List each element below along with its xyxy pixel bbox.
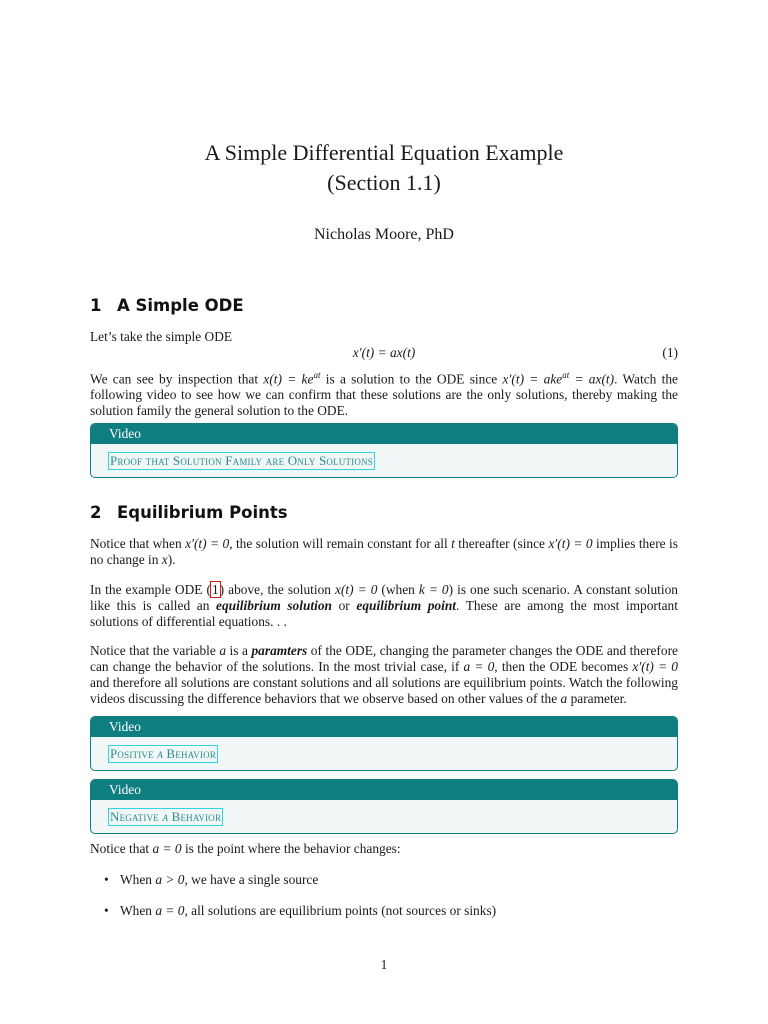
list-item: • When a > 0, we have a single source <box>104 872 319 887</box>
paragraph: Notice that when x′(t) = 0, the solution will remain constant for all t thereafter (since x′(t) = 0 implies there is no change in x). <box>90 536 678 567</box>
bullet-icon: • <box>104 872 109 887</box>
section-heading-1 <box>90 296 244 315</box>
section-heading-2 <box>90 503 288 522</box>
video-box <box>90 423 678 478</box>
video-link-proof[interactable]: Proof that Solution Family are Only Solutions <box>110 452 373 468</box>
author: Nicholas Moore, PhD <box>314 226 454 243</box>
page-number: 1 <box>380 957 388 972</box>
list-item: • When a = 0, all solutions are equilibrium points (not sources or sinks) <box>104 903 497 918</box>
equation-1 <box>90 345 678 361</box>
video-box-header: Video <box>91 780 677 800</box>
section-title: Equilibrium Points <box>117 503 288 522</box>
title-line-2: (Section 1.1) <box>327 170 441 195</box>
section-number: 1 <box>90 296 102 315</box>
paragraph: Notice that the variable a is a paramters of the ODE, changing the parameter changes the ODE and therefore can change the behavior of the solutions. In the most trivial case, if a = 0, then the ODE becomes x′(t) = 0 and therefore all solutions are constant solutions and all solutions are equilibrium points. Watch the following videos discussing the difference behaviors that we observe based on other values of the a parameter. <box>90 643 678 706</box>
paragraph: Let’s take the simple ODE <box>90 329 233 344</box>
title-line-1: A Simple Differential Equation Example <box>204 140 564 165</box>
paragraph: Notice that a = 0 is the point where the behavior changes: <box>90 841 401 856</box>
paragraph: We can see by inspection that $x(t) = ke^{at}$ is a solution to the ODE since x′(t) = ake$^{at}$ = ax(t). Watch the following video to see how we can confirm that these solutions are the only solutions, thereby making the solution family the general solution to the ODE. <box>90 370 678 419</box>
document-title <box>0 138 768 198</box>
section-title: A Simple ODE <box>117 296 244 315</box>
video-box-header: Video <box>91 424 677 444</box>
video-box-header: Video <box>91 717 677 737</box>
video-box <box>90 716 678 771</box>
paragraph: In the example ODE (1) above, the solution x(t) = 0 (when k = 0) is one such scenario. A constant solution like this is called an equilibrium solution or equilibrium point. These are among the most important solutions of differential equations. . . <box>90 582 678 629</box>
equation-body: x′(t) = ax(t) <box>352 345 416 360</box>
equation-tag: (1) <box>662 345 678 360</box>
section-number: 2 <box>90 503 102 522</box>
video-link-negative-a[interactable]: Negative a Behavior <box>110 808 222 824</box>
equation-ref-link[interactable]: 1 <box>211 582 219 597</box>
video-box <box>90 779 678 834</box>
video-link-positive-a[interactable]: Positive a Behavior <box>110 745 217 761</box>
bullet-icon: • <box>104 903 109 918</box>
